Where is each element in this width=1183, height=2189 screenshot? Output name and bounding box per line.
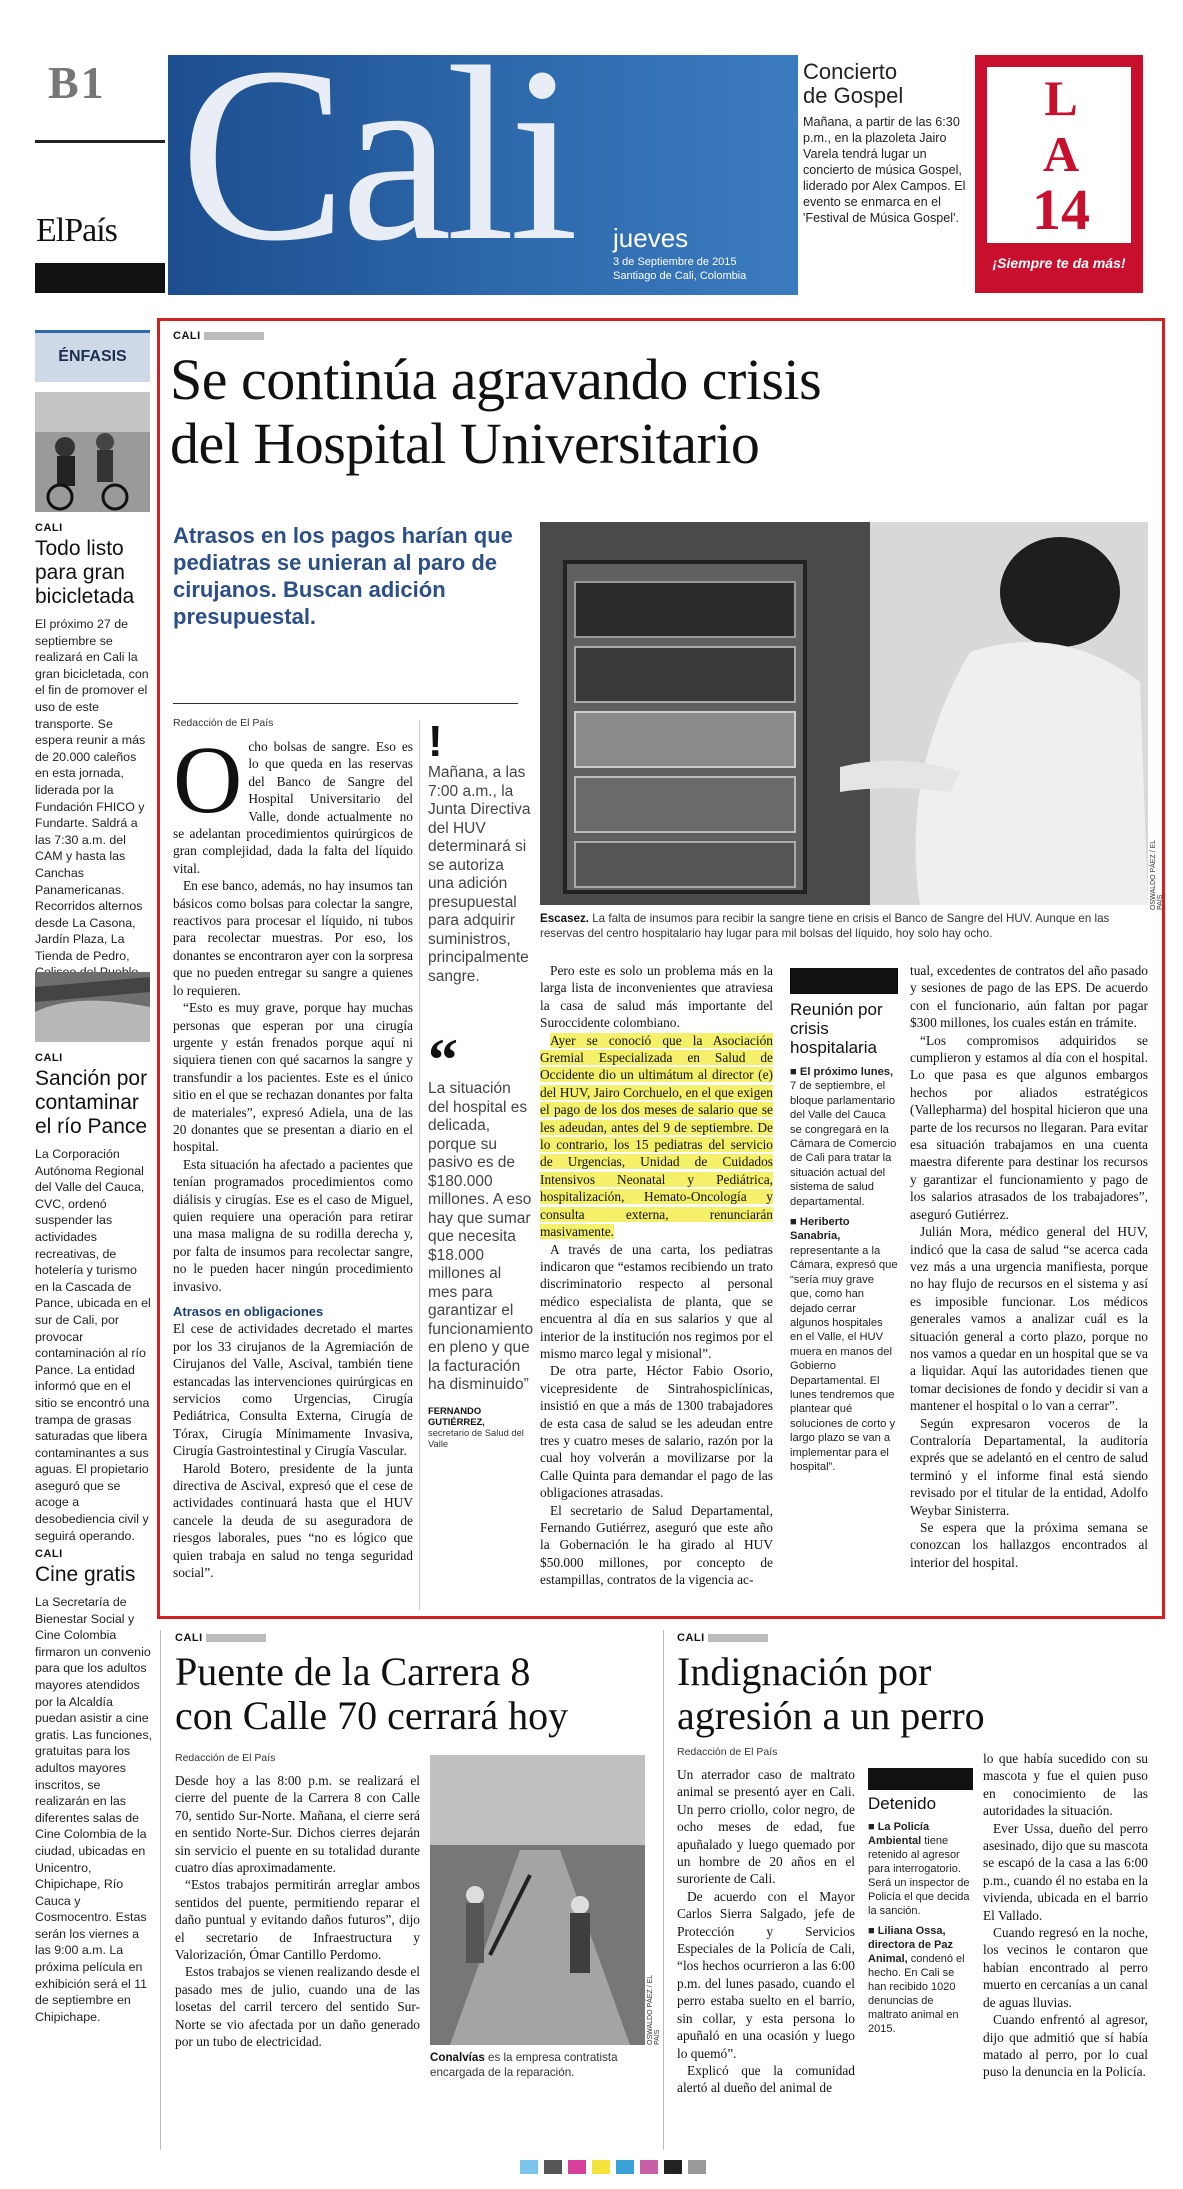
detenido-box-bar (868, 1768, 973, 1790)
perro-headline-line1: Indignación por (677, 1649, 932, 1694)
meeting-box-item-text: 7 de septiembre, el bloque parlamentario del Valle del Cauca se congregará en la Cámara de Comercio de Cali para tratar la situación actual del sistema de salud departamental. (790, 1080, 897, 1208)
main-col1-para: Harold Botero, presidente de la junta directiva de Ascival, expresó que el cese de actividades continuará hasta que el HUV cancele la deuda de su aseguradora de riesgos laborales, pues “no es lógico que quien trabaja en salud no tenga seguridad social”. (173, 1460, 413, 1581)
promo-box (803, 60, 968, 292)
color-registration-strip (520, 2160, 706, 2174)
main-col1-para: Esta situación ha afectado a pacientes que tenían programados procedimientos como diálisis y cirugías. Ese es el caso de Miguel, quien requiere una operación para retirar una masa maligna de su rodilla derecha y, por falta de insumos para recolectar sangre, no le pueden hacer ningún procedimiento invasivo. (173, 1156, 413, 1294)
quote-role: secretario de Salud del Valle (428, 1426, 524, 1449)
bridge-photo-image (430, 1755, 645, 2045)
promo-text: Mañana, a partir de las 6:30 p.m., en la plazoleta Jairo Varela tendrá lugar un concierto de música Gospel, liderado por Alex Campos. El evento se enmarca en el 'Festival de Música Gospel'. (803, 115, 966, 225)
main-col5-para: Julián Mora, médico general del HUV, indicó que la casa de salud “se acerca cada vez más a una urgencia manifiesta, porque no hay flujo de recursos en el sistema y así es imposible funcionar. Los médicos generales vamos a analizar cuál es la situación general a corto plazo, porque no nos vamos a quedar en un hospital que se va a liquidar. Aquí las autoridades tienen que tomar decisiones de fondo y decidir si van a mantener el hospital o lo van a cerrar”. (910, 1224, 1148, 1414)
registration-swatch (592, 2160, 610, 2174)
detenido-box-item-bold: La Policía Ambiental (868, 1821, 930, 1847)
bike-photo-image (35, 392, 150, 512)
main-col5-para: tual, excedentes de contratos del año pasado y sesiones de pago de las EPS. De acuerdo con el funcionario, aún faltan por pagar $300 millones, los cuales están en trámite. (910, 963, 1148, 1031)
main-col1 (173, 726, 413, 1582)
quote-mark-icon: “ (428, 1027, 458, 1093)
main-photo-caption-text: La falta de insumos para recibir la sangre tiene en crisis el Banco de Sangre del HUV. Aunque en las reservas del centro hospitalario hay lugar para mil bolsas del líquido, hoy solo hay ocho. (540, 912, 1110, 940)
enfasis-label (35, 330, 150, 382)
perro-para: Ever Ussa, dueño del perro asesinado, dijo que su mascota se escapó de la casa a las 6:00 p.m., cuando él no estaba en la vivienda, ubicada en el barrio El Vallado. (983, 1820, 1148, 1923)
main-photo-caption-bold: Escasez. (540, 912, 589, 925)
main-col1-lead: cho bolsas de sangre. Eso es lo que queda en las reservas del Banco de Sangre del Hospital Universitario del Valle, donde actualmente no se adelantan procedimientos quirúrgicos de gran complejidad, dada la falta del líquido vital. (173, 739, 413, 876)
registration-swatch (688, 2160, 706, 2174)
registration-swatch (520, 2160, 538, 2174)
enfasis-title: Todo listo para gran bicicletada (35, 537, 135, 608)
main-col5-para: “Los compromisos adquiridos se cumplieron y estamos al día con el hospital. Lo que pasa es que algunos embargos hechos por aliados estratégicos (Vallepharma) del hospital hicieron que una parte de los recursos no llegaran. Para evitar esa situación trabajamos en una cuenta maestra diferente para destinar los recursos y garantizar el funcionamiento y pago de los salarios atrasados de los trabajadores”, aseguró Gutiérrez. (910, 1032, 1148, 1222)
quote-text: La situación del hospital es delicada, porque su pasivo es de $180.000 millones. A eso hay que sumar que necesita $18.000 millones al mes para garantizar el funcionamiento en pleno y que la facturación ha disminuido” (428, 1080, 534, 1393)
main-headline-line1: Se continúa agravando crisis (170, 347, 822, 412)
meeting-box-title: Reunión por crisis hospitalaria (790, 1000, 883, 1057)
main-headline-line2: del Hospital Universitario (170, 411, 760, 476)
puente-headline (175, 1650, 655, 1738)
bullet-icon: ■ (790, 1216, 800, 1229)
enfasis-kicker: CALI (35, 1548, 63, 1560)
puente-byline: Redacción de El País (175, 1752, 276, 1764)
main-kicker (173, 330, 264, 342)
col-rule (419, 720, 420, 1610)
meeting-box-item (790, 1065, 898, 1209)
enfasis-text: La Secretaría de Bienestar Social y Cine Colombia firmaron un convenio para que los adultos mayores atendidos por la Alcaldía puedan asistir a cine gratis. Las funciones, gratuitas para los adultos mayores inscritos, se realizarán en las diferentes salas de Cine Colombia de la ciudad, ubicadas en Unicentro, Chipichape, Río Cauca y Cosmocentro. Estas serán los viernes a las 9:00 a.m. La próxima película en exhibición será el 11 de septiembre en Chipichape. (35, 1595, 153, 2024)
enfasis-river-photo (35, 972, 150, 1042)
enfasis-title: Sanción por contaminar el río Pance (35, 1067, 148, 1138)
puente-photo (430, 1755, 645, 2045)
perro-para: Cuando regresó en la noche, los vecinos le contaron que habían encontrado al perro muerto en cercanías a un canal de aguas lluvias. (983, 1925, 1148, 2010)
main-col5-para: Según expresaron voceros de la Contraloría Departamental, la auditoría exprés que se adelantó en el centro de salud terminó y el informe final está siendo revisado por el titular de la entidad, Adolfo Weybar Sinisterra. (910, 1415, 1148, 1518)
enfasis-item-3 (35, 1548, 153, 2025)
puente-para: Desde hoy a las 8:00 p.m. se realizará el cierre del puente de la Carrera 8 con Calle 70, sentido Sur-Norte. Mañana, el cierre será en sentido Norte-Sur. Dichos cierres dejarán sin servicio el puente en su totalidad durante cuatro días aproximadamente. (175, 1773, 420, 1876)
perro-kicker (677, 1632, 768, 1644)
puente-caption (430, 2050, 645, 2080)
perro-col3 (983, 1750, 1148, 2081)
main-kicker-text: CALI (173, 330, 201, 342)
detenido-box-item-bold: Liliana Ossa, directora de Paz Animal, (868, 1925, 953, 1965)
perro-para: Cuando enfrentó al agresor, dijo que admitió que sí había matado al perro, por lo cual puso la denuncia en la Policía. (983, 2012, 1148, 2080)
puente-para: Estos trabajos se vienen realizando desde el pasado mes de julio, cuando una de las losetas del carril tercero del sentido Sur-Norte se vio afectada por un daño generado por un tubo de electricidad. (175, 1964, 420, 2050)
section-rule (663, 1630, 664, 2150)
detenido-box-item (868, 1820, 973, 1918)
ad-letter-a: A (1042, 126, 1080, 182)
masthead-black-bar (35, 263, 165, 293)
brand-logo: ElPaís (36, 212, 117, 249)
detenido-box (868, 1768, 973, 2036)
main-col3 (540, 962, 773, 1589)
main-byline: Redacción de El País (173, 717, 274, 729)
kicker-bar (708, 1634, 768, 1642)
meeting-box-item-bold: Heriberto Sanabria, (790, 1216, 850, 1243)
enfasis-bike-photo (35, 392, 150, 512)
perro-col1 (677, 1766, 855, 2097)
river-photo-image (35, 972, 150, 1042)
main-photo-caption (540, 911, 1148, 941)
alert-text: Mañana, a las 7:00 a.m., la Junta Directiva del HUV determinará si se autoriza una adición presupuestal para adquirir suministros, principalmente sangre. (428, 764, 531, 985)
enfasis-title: Cine gratis (35, 1563, 136, 1586)
puente-photo-credit: OSWALDO PÁEZ / EL PAÍS (647, 1975, 661, 2045)
promo-title-2: de Gospel (803, 83, 904, 108)
detenido-box-item-text: tiene retenido al agresor para interrogatorio. Será un inspector de Policía el que decida la sanción. (868, 1835, 970, 1917)
perro-headline-line2: agresión a un perro (677, 1693, 985, 1738)
meeting-box-bar (790, 968, 898, 994)
perro-para: Explicó que la comunidad alertó al dueño del animal de (677, 2062, 855, 2096)
ad-letter-l: L (1044, 70, 1078, 126)
puente-caption-text: es la empresa contratista encargada de la reparación. (430, 2051, 618, 2079)
main-col3-para: Pero este es solo un problema más en la larga lista de inconvenientes que atraviesa la casa de salud más importante del Suroccidente colombiano. (540, 963, 773, 1031)
bullet-icon: ■ (868, 1821, 878, 1833)
masthead-date: 3 de Septiembre de 2015 (613, 256, 737, 268)
masthead-place: Santiago de Cali, Colombia (613, 270, 747, 282)
main-col3-para: El secretario de Salud Departamental, Fernando Gutiérrez, aseguró que este año la Gobernación le ha girado al HUV $50.000 millones, por concepto de estampillas, contratos de la vigencia ac- (540, 1502, 773, 1588)
enfasis-kicker: CALI (35, 1052, 63, 1064)
registration-swatch (568, 2160, 586, 2174)
puente-headline-line1: Puente de la Carrera 8 (175, 1649, 531, 1694)
main-col5-para: Se espera que la próxima semana se conozcan los hallazgos encontrados al interior del hospital. (910, 1520, 1148, 1570)
dropcap: O (173, 726, 243, 833)
masthead-weekday: jueves (613, 223, 689, 253)
detenido-box-item-text: condenó el hecho. En Cali se han recibido 1020 denuncias de maltrato animal en 2015. (868, 1953, 965, 2035)
enfasis-kicker: CALI (35, 522, 63, 534)
registration-swatch (544, 2160, 562, 2174)
ad-inner (985, 65, 1133, 245)
meeting-box-item-text: representante a la Cámara, expresó que “sería muy grave que, como han dejado cerrar algunos hospitales en el Valle, el HUV muera en manos del Gobierno Departamental. El lunes tendremos que plantear qué soluciones de corto y largo plazo se van a implementar para el hospital”. (790, 1244, 898, 1473)
main-headline (170, 348, 1150, 476)
section-banner (168, 55, 798, 295)
blood-bank-image (540, 522, 1148, 905)
puente-headline-line2: con Calle 70 cerrará hoy (175, 1693, 569, 1738)
puente-caption-bold: Conalvías (430, 2051, 485, 2064)
main-deck: Atrasos en los pagos harían que pediatras se unieran al paro de cirujanos. Buscan adición presupuestal. (173, 523, 513, 629)
page-code: B1 (48, 57, 106, 108)
enfasis-text: El próximo 27 de septiembre se realizará en Cali la gran bicicletada, con el fin de promover el uso de este transporte. Se espera reunir a más de 20.000 caleños en esta jornada, liderada por la Fundación FHICO y Fundarte. Saldrá a las 7:30 a.m. del CAM y hasta las Canchas Panamericanas. Recorridos alternos desde La Casona, Jardín Plaza, La Tienda de Pedro, (35, 617, 149, 963)
quote-author: FERNANDO GUTIÉRREZ, (428, 1404, 485, 1427)
deck-rule (173, 703, 518, 704)
perro-kicker-text: CALI (677, 1632, 705, 1644)
puente-kicker (175, 1632, 266, 1644)
ad-number-14: 14 (1032, 177, 1090, 242)
meeting-box-item-bold: El próximo lunes, (799, 1066, 894, 1078)
kicker-bar (206, 1634, 266, 1642)
detenido-box-title: Detenido (868, 1794, 937, 1813)
main-col1-para: “Esto es muy grave, porque hay muchas personas que esperan por una cirugía urgente y están frenados porque aquí ni siquiera tienen con qué sacarnos la sangre y transfundir a los pacientes. Este es el único sitio en el que se rechazan donantes por falta de materiales”, expresó Adiela, una de las 20 donantes que se presentan a diario en el hospital. (173, 1000, 413, 1155)
highlighted-text: Ayer se conoció que la Asociación Gremial Especializada en Salud de Occidente dio un ultimátum al director (e) del HUV, Jairo Corchuelo, en el que exigen el pago de los dos meses de salario que se les adeudan, antes del 9 de septiembre. De lo contrario, los 15 pediatras del servicio de Urgencias, Unidad de Cuidados Intensivos Neonatal y Pediátrica, hospitalización, Hemato-Oncología y consulta externa, renunciarán masivamente. (540, 1032, 773, 1240)
blood-bank-photo (540, 522, 1148, 905)
registration-swatch (616, 2160, 634, 2174)
registration-swatch (640, 2160, 658, 2174)
puente-para: “Estos trabajos permitirán arreglar ambos sentidos del puente, permitiendo reparar el daño puntual y evitando daños futuros”, dijo el secretario de Infraestructura y Valorización, Ómar Cantillo Perdomo. (175, 1877, 420, 1963)
meeting-box-item (790, 1215, 898, 1474)
meeting-box (790, 968, 898, 1474)
main-col1-para: El cese de actividades decretado el martes por los 33 cirujanos de la Agremiación de Cirujanos del Valle, Ascival, también tiene estancadas las intervenciones quirúrgicas en servicios como Urgencias, Cirugía Pediátrica, Consulta Externa, Cirugía de Tórax, Cirugía Mínimamente Invasiva, Cirugía Gastrointestinal y Cirugía Vascular. (173, 1321, 413, 1459)
masthead-divider (35, 140, 165, 143)
perro-para: Un aterrador caso de maltrato animal se presentó ayer en Cali. Un perro criollo, color negro, de ocho meses de edad, fue apuñalado y luego quemado por un hombre de 20 años en el suroriente de Cali. (677, 1767, 855, 1887)
main-subhead: Atrasos en obligaciones (173, 1304, 324, 1319)
promo-title-1: Concierto (803, 59, 898, 84)
perro-para: lo que había sucedido con su mascota y fue el quien puso en conocimiento de las autoridades la situación. (983, 1751, 1148, 1819)
kicker-bar (204, 332, 264, 340)
main-photo-credit: OSWALDO PÁEZ / EL PAÍS (1150, 840, 1164, 910)
quote-box (428, 1027, 534, 1449)
perro-byline: Redacción de El País (677, 1746, 778, 1758)
ad-slogan: ¡Siempre te da más! (992, 255, 1126, 271)
main-col1-para: En ese banco, además, no hay insumos tan básicos como bolsas para colectar la sangre, reactivos para procesar el líquido, ni tubos para recolectar muestras. Por eso, los donantes se encontraron ayer con la sorpresa que no pueden entregar su sangre a quienes lo requieren. (173, 878, 413, 998)
bullet-icon: ■ (868, 1925, 878, 1937)
perro-headline (677, 1650, 1147, 1738)
alert-box (428, 717, 533, 986)
bullet-icon: ■ (790, 1066, 800, 1078)
main-col3-para: De otra parte, Héctor Fabio Osorio, vicepresidente de Sintrahospiclínicas, insistió en que a más de 1300 trabajadores de esta casa de salud se les adeudan entre tres y cuatro meses de salario, razón por la cual hoy volverán a movilizarse por la Calle Quinta para demandar el pago de las obligaciones atrasadas. (540, 1363, 773, 1501)
enfasis-item-1 (35, 522, 153, 1014)
main-col5 (910, 962, 1148, 1571)
main-col3-para: A través de una carta, los pediatras indicaron que “estamos recibiendo un trato discriminatorio respecto al personal médico especialista de planta, que se encuentra al día en sus salarios y que al interior de la institución nos regimos por el mismo marco legal y misional”. (540, 1241, 773, 1361)
detenido-box-item (868, 1924, 973, 2036)
ad-la14[interactable] (975, 55, 1143, 293)
section-rule (160, 1630, 161, 2150)
enfasis-item-2 (35, 1052, 153, 1544)
registration-swatch (664, 2160, 682, 2174)
alert-icon: ! (428, 717, 443, 766)
enfasis-text: La Corporación Autónoma Regional del Valle del Cauca, CVC, ordenó suspender las actividades recreativas, de hotelería y turismo en la Cascada de Pance, ubicada en el sur de Cali, por provocar contaminación al río Pance. La entidad informó que en el sitio se encontró una trampa de grasas saturadas que libera contaminantes a sus aguas. El propietario aseguró que se acoge a desobediencia civil y seguirá operando. (35, 1147, 151, 1543)
main-col3-highlight (540, 1032, 773, 1241)
puente-kicker-text: CALI (175, 1632, 203, 1644)
enfasis-label-text: ÉNFASIS (58, 348, 127, 365)
puente-body (175, 1772, 420, 2051)
section-title: Cali (180, 55, 573, 293)
perro-para: De acuerdo con el Mayor Carlos Sierra Salgado, jefe de Protección y Servicios Especiales de la Policía de Cali, “los hechos ocurrieron a las 6:00 p.m. del lunes pasado, cuando el perro estaba suelto en el barrio, sin collar, y esta persona lo apuñaló en una ocasión y luego lo quemó”. (677, 1888, 855, 2061)
